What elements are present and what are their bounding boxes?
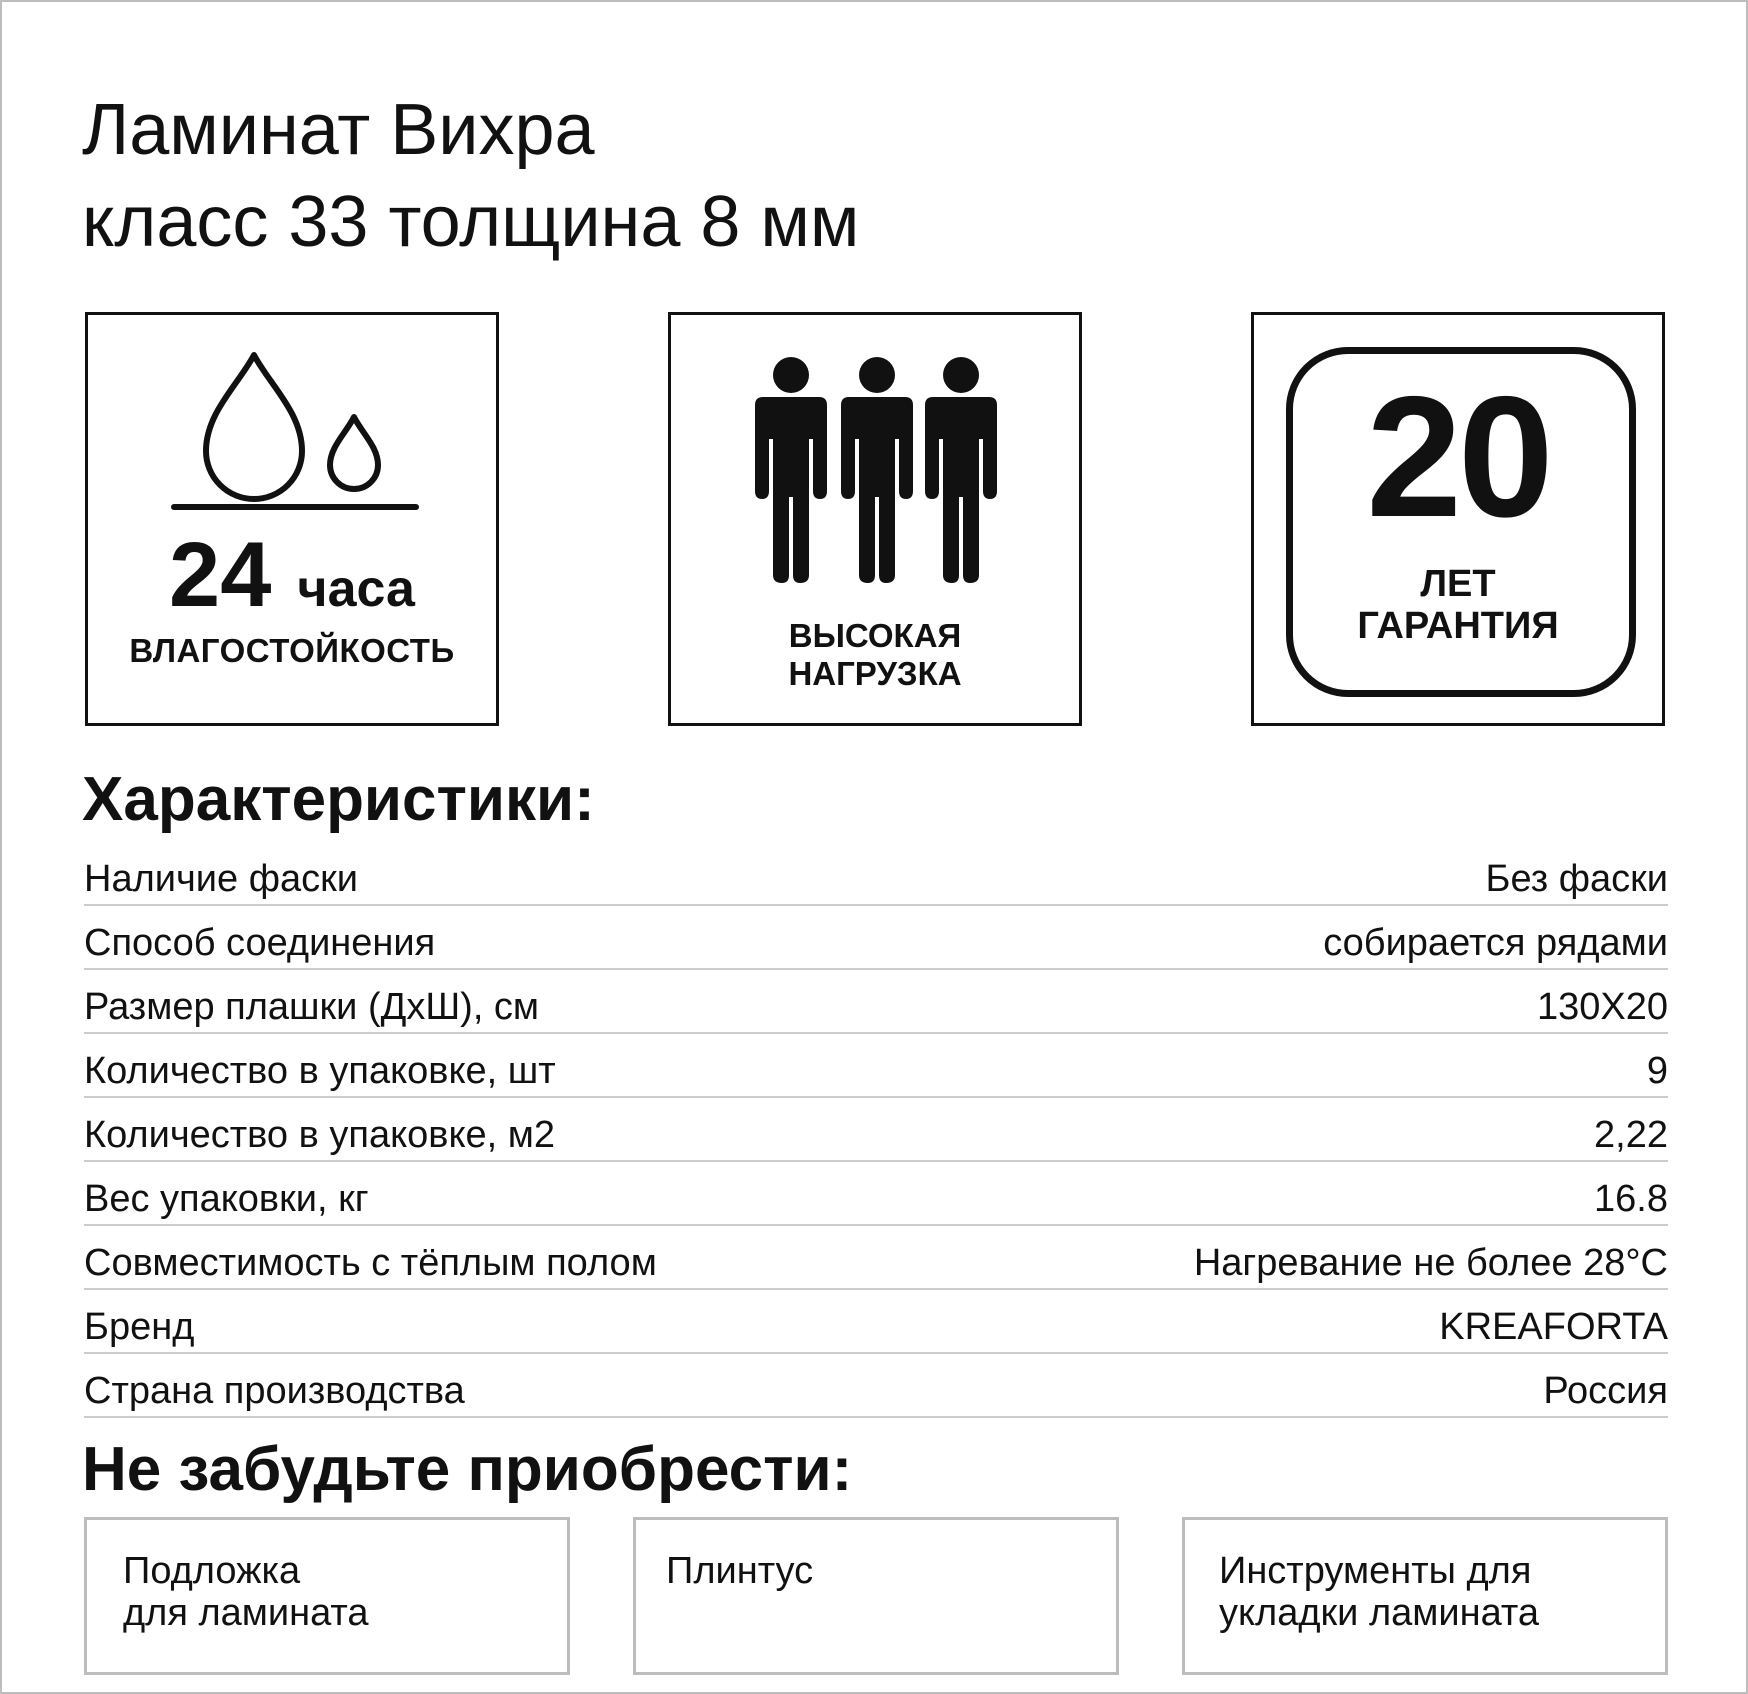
moisture-hours-number: 24 (169, 524, 272, 626)
spec-label: Количество в упаковке, шт (84, 1050, 556, 1092)
spec-label: Наличие фаски (84, 858, 358, 900)
related-card-line-1: Плинтус (666, 1550, 814, 1592)
title-line-2: класс 33 толщина 8 мм (82, 182, 860, 262)
spec-row (84, 842, 1668, 906)
related-card-line-1: Инструменты для (1219, 1550, 1532, 1592)
page-title (82, 84, 859, 268)
warranty-label-line-1: ЛЕТ (1420, 563, 1496, 605)
spec-label: Размер плашки (ДхШ), см (84, 986, 540, 1028)
high-load-label (671, 617, 1079, 693)
warranty-label-line-2: ГАРАНТИЯ (1357, 605, 1559, 647)
related-card-underlay[interactable] (84, 1517, 570, 1675)
spec-value: собирается рядами (1323, 922, 1668, 964)
warranty-label (1254, 563, 1662, 647)
spec-row (84, 1098, 1668, 1162)
spec-value: 2,22 (1594, 1114, 1668, 1156)
spec-row (84, 1290, 1668, 1354)
moisture-hours (88, 525, 496, 639)
specs-table (84, 842, 1668, 1418)
specs-heading: Характеристики: (82, 765, 595, 834)
spec-row (84, 906, 1668, 970)
title-line-1: Ламинат Вихра (82, 90, 595, 170)
spec-value: Без фаски (1485, 858, 1668, 900)
moisture-label: ВЛАГОСТОЙКОСТЬ (129, 632, 455, 669)
spec-label: Количество в упаковке, м2 (84, 1114, 556, 1156)
spec-value: 9 (1646, 1050, 1668, 1092)
spec-value: 130Х20 (1536, 986, 1668, 1028)
spec-value: Нагревание не более 28°С (1193, 1242, 1668, 1284)
warranty-years: 20 (1366, 361, 1550, 553)
spec-row (84, 1354, 1668, 1418)
high-load-badge (668, 312, 1082, 726)
spec-label: Страна производства (84, 1370, 465, 1412)
spec-row (84, 1226, 1668, 1290)
spec-label: Вес упаковки, кг (84, 1178, 369, 1220)
related-card-tools[interactable] (1182, 1517, 1668, 1675)
spec-label: Бренд (84, 1306, 195, 1348)
spec-row (84, 1034, 1668, 1098)
high-load-label-line-1: ВЫСОКАЯ (788, 617, 962, 654)
spec-label: Способ соединения (84, 922, 436, 964)
warranty-badge (1251, 312, 1665, 726)
spec-row (84, 970, 1668, 1034)
related-card-line-1: Подложка (123, 1550, 301, 1592)
related-products (84, 1517, 1668, 1675)
spec-label: Совместимость с тёплым полом (84, 1242, 657, 1284)
related-card-plinth[interactable] (633, 1517, 1119, 1675)
related-card-line-2: для ламината (123, 1592, 369, 1634)
high-load-label-line-2: НАГРУЗКА (788, 655, 962, 692)
spec-row (84, 1162, 1668, 1226)
moisture-resistance-badge (85, 312, 499, 726)
related-card-line-2: укладки ламината (1219, 1592, 1539, 1634)
spec-value: Россия (1543, 1370, 1668, 1412)
buy-also-heading: Не забудьте приобрести: (82, 1435, 853, 1504)
moisture-hours-unit: часа (297, 560, 415, 618)
spec-value: KREAFORTA (1439, 1306, 1668, 1348)
spec-value: 16.8 (1594, 1178, 1668, 1220)
